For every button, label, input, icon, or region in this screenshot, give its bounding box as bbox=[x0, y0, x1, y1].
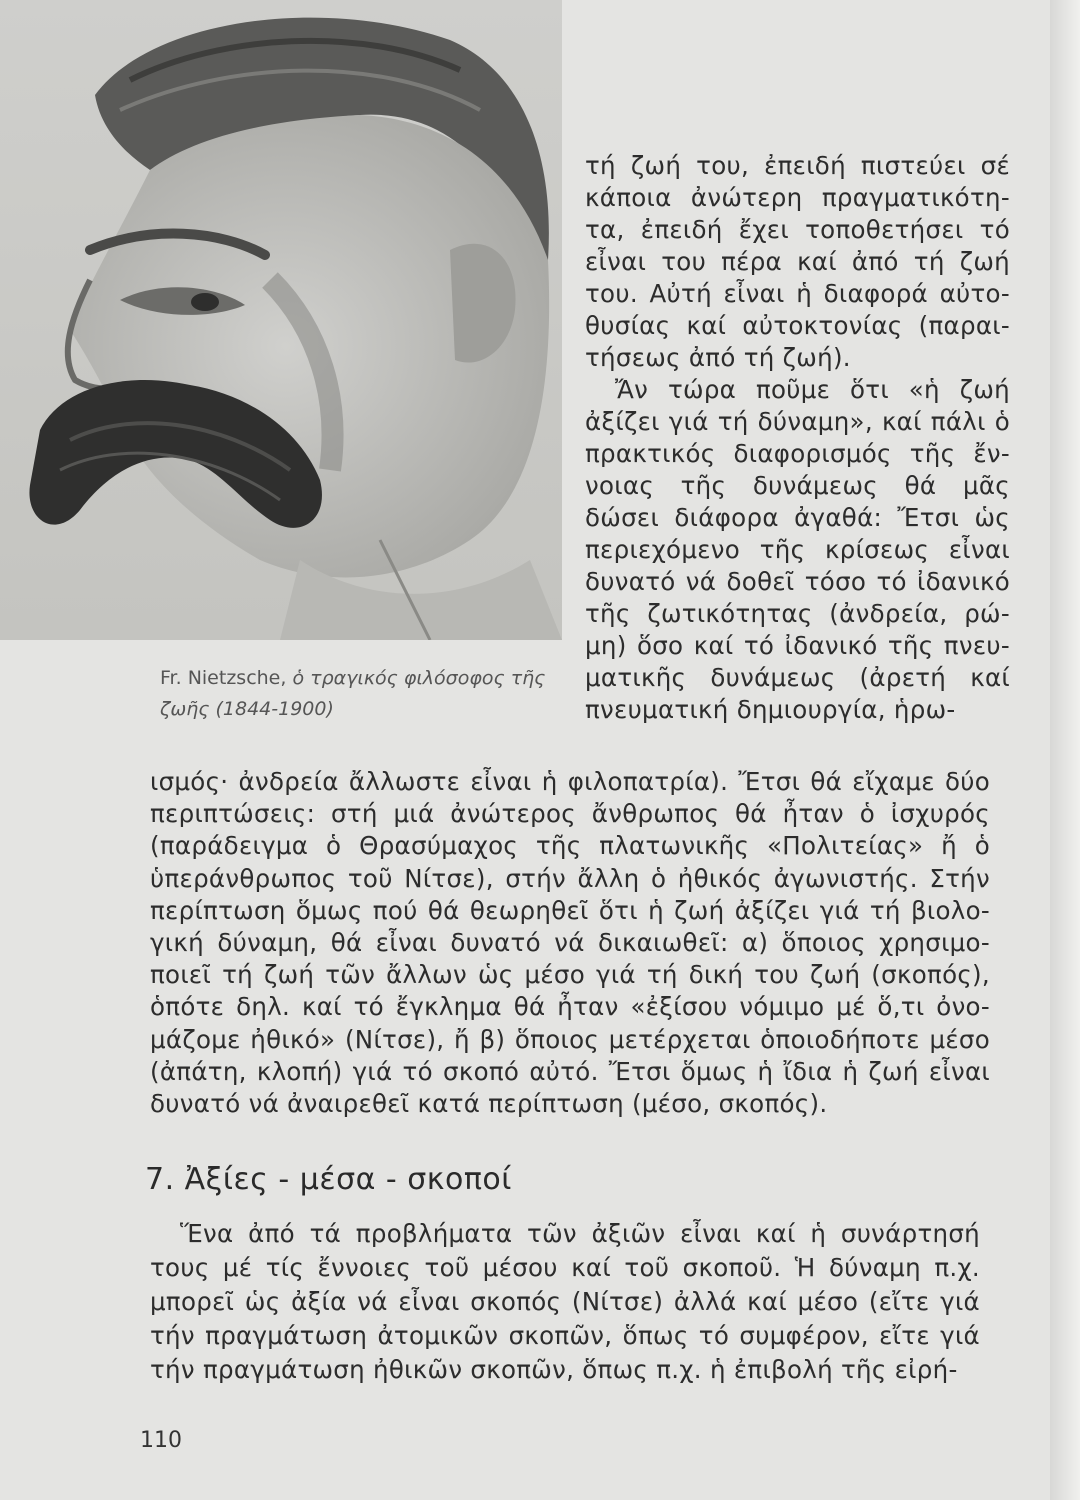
caption-description: ὁ τραγικός φιλόσοφος τῆς ζωῆς (1844-1900) bbox=[160, 667, 546, 720]
full-width-text bbox=[150, 766, 990, 1120]
portrait-caption bbox=[160, 663, 560, 725]
side-column-text bbox=[585, 150, 1010, 726]
page-number: 110 bbox=[140, 1428, 182, 1453]
section-paragraph: Ἕνα ἀπό τά προβλήματα τῶν ἀξιῶν εἶναι καί ἡ συνάρτησή τους μέ τίς ἔννοιες τοῦ μέσου καί τοῦ σκοποῦ. Ἡ δύναμη π.χ. μπορεῖ ὡς ἀξία νά εἶναι σκοπός (Νίτσε) ἀλλά καί μέσο (εἴτε γιά τήν πραγμάτωση ἀτομικῶν σκοπῶν, ὅπως τό συμφέρον, εἴτε γιά τήν πραγμάτωση ἠθικῶν σκοπῶν, ὅπως π.χ. ἡ ἐπιβολή τῆς εἰρή- bbox=[150, 1219, 980, 1384]
side-paragraph-2: Ἄν τώρα ποῦμε ὅτι «ἡ ζωή ἀξίζει γιά τή δύναμη», καί πάλι ὁ πρακτικός διαφορισμός τῆς ἔν-νοιας τῆς δυνάμεως θά μᾶς δώσει διάφορα ἀγαθά: Ἔτσι ὡς περιεχόμενο τῆς κρίσεως εἶναι δυνατό νά δοθεῖ τόσο τό ἰδανικό τῆς ζωτικότητας (ἀνδρεία, ρώ-μη) ὅσο καί τό ἰδανικό τῆς πνευ-ματικῆς δυνάμεως (ἀρετή καί πνευματική δημιουργία, ἡρω- bbox=[585, 375, 1010, 724]
section-body bbox=[150, 1217, 980, 1387]
full-paragraph: ισμός· ἀνδρεία ἄλλωστε εἶναι ἡ φιλοπατρία). Ἔτσι θά εἴχαμε δύο περιπτώσεις: στή μιά ἀνώτερος ἄνθρωπος θά ἦταν ὁ ἰσχυρός (παράδειγμα ὁ Θρασύμαχος τῆς πλατωνικῆς «Πολιτείας» ἤ ὁ ὑπεράνθρωπος τοῦ Νίτσε), στήν ἄλλη ὁ ἠθικός ἀγωνιστής. Στήν περίπτωση ὅμως πού θά θεωρηθεῖ ὅτι ἡ ζωή ἀξίζει γιά τή βιολο-γική δύναμη, θά εἶναι δυνατό νά δικαιωθεῖ: α) ὅποιος χρησιμο-ποιεῖ τή ζωή τῶν ἄλλων ὡς μέσο γιά τή δική του ζωή (σκοπός), ὁπότε δηλ. καί τό ἔγκλημα θά ἦταν «ἐξίσου νόμιμο μέ ὅ,τι ὀνο-μάζομε ἠθικό» (Νίτσε), ἤ β) ὅποιος μετέρχεται ὁποιοδήποτε μέσο (ἀπάτη, κλοπή) γιά τό σκοπό αὐτό. Ἔτσι ὅμως ἡ ἴδια ἡ ζωή εἶναι δυνατό νά ἀναιρεθεῖ κατά περίπτωση (μέσο, σκοπός). bbox=[150, 767, 990, 1119]
page-edge bbox=[1050, 0, 1080, 1500]
caption-name: Fr. Nietzsche, bbox=[160, 667, 287, 689]
portrait-drawing bbox=[0, 0, 562, 640]
section-heading: 7. Ἀξίες - μέσα - σκοποί bbox=[145, 1162, 512, 1197]
side-paragraph-1: τή ζωή του, ἐπειδή πιστεύει σέ κάποια ἀνώτερη πραγματικότη-τα, ἐπειδή ἔχει τοποθετήσει τό εἶναι του πέρα καί ἀπό τή ζωή του. Αὐτή εἶναι ἡ διαφορά αὐτο-θυσίας καί αὐτοκτονίας (παραι-τήσεως ἀπό τή ζωή). bbox=[585, 151, 1010, 372]
nietzsche-portrait bbox=[0, 0, 562, 640]
